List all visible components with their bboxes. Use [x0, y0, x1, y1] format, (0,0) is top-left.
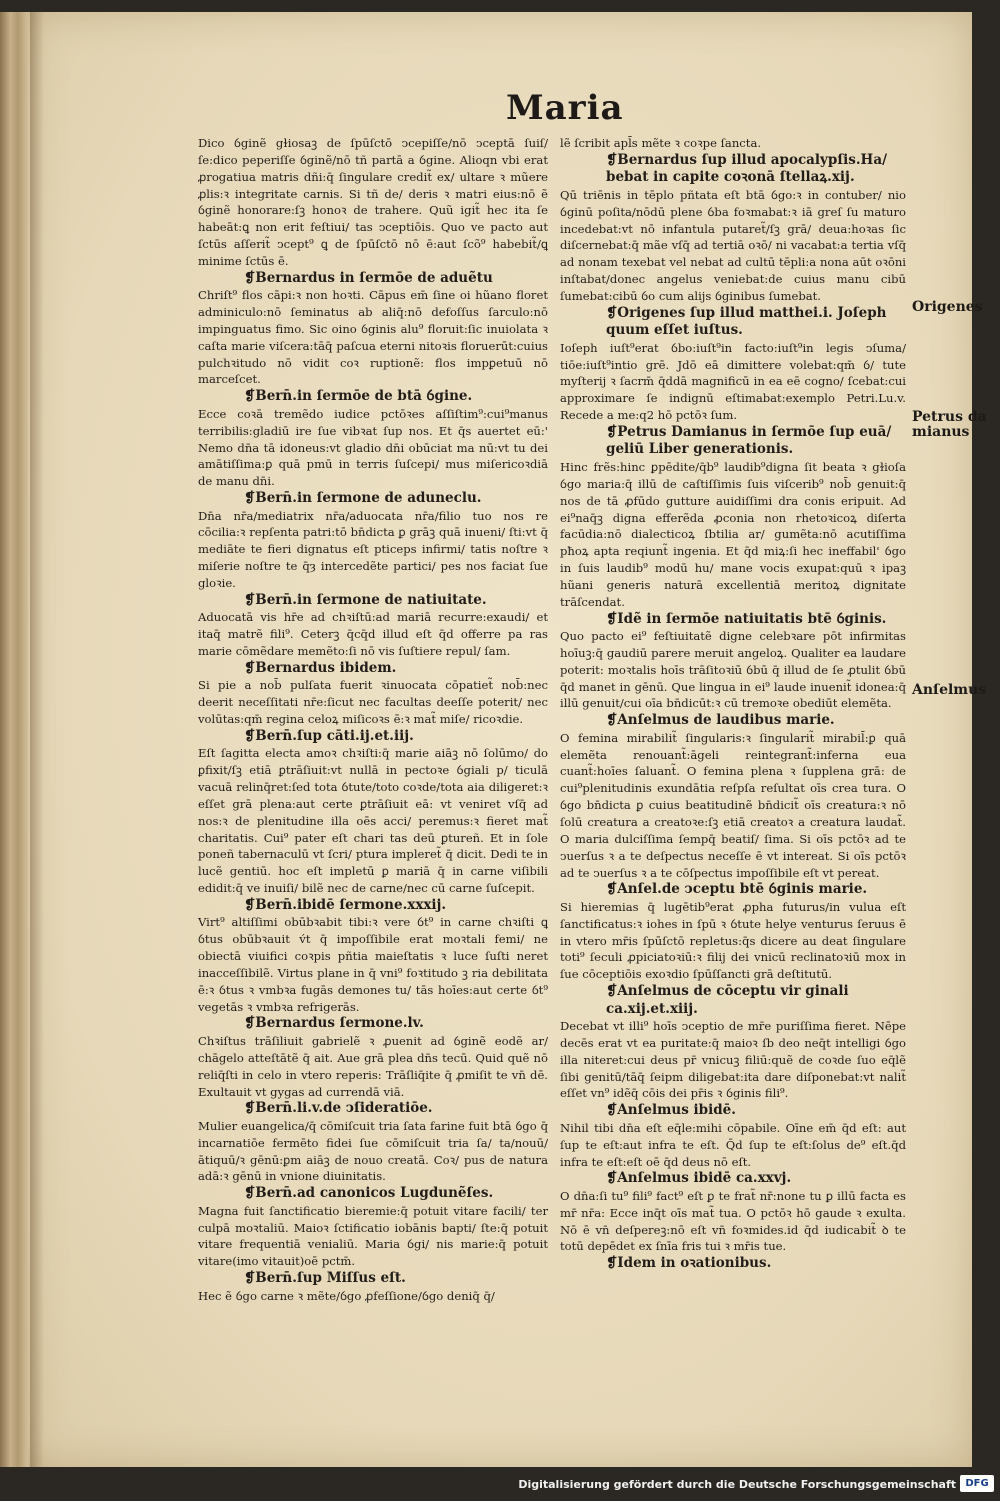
section-heading: ❡Bern̄.ſup cāti.ij.et.iij.: [244, 727, 414, 744]
text-paragraph: Hinc frẽs:hinc ꝑpēdite/q̄b⁹ laudib⁹digna ſit beata ꝛ gɫioſa ỽgo maria:q̄ illū de caſtiſſimis ſuis viſcerib⁹ nob̄ genuit:q̄ nos de tā ꝓfūdo gutture auidiſſimi dra conis eripuit. Ad ei⁹naq̄ꝫ digna efferẽda ꝓconia non rhetoꝛicoꝝ diſerta facūdia:nō dialecticoꝝ ſbtilia ar/ gumẽta:nō acutiſſima pħoꝝ apta reqiunt̃ ingenia. Et q̄d miꝝ:ſi hec ineffabil' ỽgo in ſuis laudib⁹ modū hu/ mane vocis exupat:quū ꝛ ipaꝫ hũani generis naturā excellentiā meritoꝝ dignitate trāſcendat.: [560, 459, 906, 609]
gutter-shadow: [30, 12, 44, 1467]
section-heading: ❡Petrus Damianus in ſermōe ſup euā/ geliū Liber generationis.: [606, 423, 892, 458]
margin-note-anselmus: Anſelmus: [912, 682, 987, 698]
section-heading: ❡Origenes ſup illud matthei.i. Joſeph quum eſſet iuſtus.: [606, 304, 887, 339]
text-paragraph: Ecce coꝛā tremẽdo iudice pctōꝛes aſſiſtim⁹:cui⁹manus terribilis:gladiū ire ſue vibꝛat ſup nos. Et q̄s auertet eū:' Nemo dn̄a tā idoneus:vt gladio dn̄i obūciat ma nū:vt tu dei amātiſſima:ꝑ quā pmū in terris ſuſcepi/ mus miſericoꝛdiā de manu dn̄i.: [198, 406, 548, 489]
text-paragraph: Aduocatā vis hr̄e ad chꝛiſtū:ad mariā recurre:exaudi/ et itaq̄ matrẽ fili⁹. Ceterꝫ q̄cq̄d illud eſt q̄d offerre pa ras marie cōmẽdare memẽto:ſi nō vis ſuſtiere repul/ ſam.: [198, 610, 548, 658]
text-paragraph: Mulier euangelica/q̄ cōmiſcuit tria ſata farine fuit btā ỽgo q̄ incarnatiōe fermēto fidei ſue cōmiſcuit tria ſa/ ta/nouū/ātiquū/ꝛ gēnū:ꝑm aiāꝫ de nouo creatā. Coꝛ/ pus de natura adā:ꝛ gēnū in vnione diuinitatis.: [198, 1118, 548, 1184]
dfg-logo: DFG: [960, 1475, 994, 1492]
section-heading: ❡Idem in oꝛationibus.: [606, 1255, 772, 1272]
section-heading: ❡Bern̄.in ſermone de natiuitate.: [244, 591, 487, 608]
section-heading: ❡Bern̄.li.v.de ↄſideratiōe.: [244, 1100, 433, 1117]
margin-note-petrus: Petrus da mianus: [912, 409, 987, 440]
text-paragraph: Hec ẽ ỽgo carne ꝛ mẽte/ỽgo ꝓfeſſione/ỽgo deniq̄ q̄/: [198, 1288, 495, 1303]
section-heading: ❡Bern̄.ad canonicos Lugdunẽſes.: [244, 1185, 494, 1202]
text-paragraph: O dn̄a:ſi tu⁹ fili⁹ fact⁹ eſt ꝑ te frat̃ nr̄:none tu ꝑ illū facta es mr̄ nr̄a: Ecce inq̄t oīs mat̃ tua. O pctōꝛ hō gaude ꝛ exulta. Nō ē vn̄ deſpereꝫ:nō eſt vn̄ foꝛmides.id q̄d iudicabit̃ ꝺ te totū depēdet ex ſnīa fris tui ꝛ mr̄is tue.: [560, 1188, 906, 1254]
running-head: Maria: [506, 88, 624, 128]
section-heading: ❡Bern̄.ſup Miſſus eſt.: [244, 1270, 406, 1287]
text-paragraph: Qū triēnis in tēplo pñtata eſt btā ỽgo:ꝛ in contuber/ nio ỽginū poſita/nōdū plene ỽba foꝛmabat:ꝛ iā greſ ſu maturo incedebat:vt nō infantula putaret̃/ſꝫ grā/ deua:hoꝛas ſic diſcernebat:q̄ mãe vſq̄ ad tertiā oꝛō/ ni vacabat:a tertia vſq̄ ad nonam texebat vel nebat ad cultū tēpli:a nona aūt oꝛōni inſtabat/donec angelus veniebat:de cuius manu cibū ſumebat:cibū ỽo cum alijs ỽginibus ſumebat.: [560, 187, 906, 303]
section-heading: ❡Bernardus ibidem.: [244, 659, 397, 676]
text-paragraph: Quo pacto ei⁹ feſtiuitatẽ digne celebꝛare pōt infirmitas hoīuꝫ:q̄ gaudiū parere meruit angeloꝝ. Qualiter ea laudare poterit: moꝛtalis hoīs trāſitoꝛiū ỽbū q̄ illud de ſe ꝓtulit ỽbū q̄d manet in gēnū. Que lingua in ei⁹ laude inuenit̃ idonea:q̄ illū genuit/cui oīa bn̄dicūt:ꝛ cū tremoꝛe obediūt elemẽta.: [560, 629, 906, 711]
section-heading: ❡Bernardus ſup illud apocalypſis.Ha/ bebat in capite coꝛonā ſtellaꝝ.xij.: [606, 151, 887, 186]
section-heading: ❡Bern̄.ibidē ſermone.xxxij.: [244, 896, 447, 913]
section-heading: ❡Anſelmus ibidē.: [606, 1102, 736, 1119]
text-paragraph: Si pie a nob̄ pulſata fuerit ꝛinuocata cōpatiet̃ nob̄:nec deerit neceſſitati nr̄e:ſicut nec facultas deeſſe poterit/ nec volūtas:qm̄ regina celoꝝ miſicoꝛs ē:ꝛ mat̃ miſe/ ricoꝛdie.: [198, 678, 548, 726]
text-paragraph: Chriſt⁹ flos cāpi:ꝛ non hoꝛti. Cāpus em̄ ſine oi hũano floret adminiculo:nō ſeminatus ab aliq̄:nō defoſſus ſarculo:nō impinguatus fimo. Sic oino ỽginis alu⁹ floruit:ſic inuiolata ꝛ caſta marie viſcera:tāq̄ paſcua eterni nitoꝛis floruerūt:cuius pulchꝛitudo nō vidit coꝛ ruptionẽ: flos impꝑetuū nō marceſcet.: [198, 288, 548, 387]
section-heading: ❡Anſel.de ↄceptu btē ỽginis marie.: [606, 881, 868, 898]
section-heading: ❡Anſelmus ibidē ca.xxvj.: [606, 1170, 792, 1187]
margin-note-origenes: Origenes: [912, 299, 983, 315]
section-heading: ❡Idẽ in ſermōe natiuitatis btē ỽginis.: [606, 610, 887, 627]
text-paragraph: lẽ ſcribit apl̄s mẽte ꝛ coꝛpe ſancta.: [560, 136, 762, 150]
text-paragraph: O femina mirabilit̃ ſingularis:ꝛ ſingularit̃ mirabil̄:ꝑ quā elemẽta renouant̃:āgeli reintegrant̃:inferna eua cuant̃:hoīes ſaluant̃. O femina plena ꝛ ſupplena grā: de cui⁹plenitudinis exundātia reſpſa reſultat oīs crea tura. O ỽgo bn̄dicta ꝑ cuius beatitudinẽ bn̄dicit̃ oīs creatura:ꝛ nō ſolū creatura a creatoꝛe:ſꝫ etiā creatoꝛ a creatura laudat̃. O maria dulciſſima ſempq̄ beatiſ/ ſima. Si oīs pctōꝛ ad te ↄuerſus ꝛ a te deſpectus neceſſe ē vt intereat. Si oīs pctōꝛ ad te ↄuerſus ꝛ a te cōſpectus impoſſibile eſt vt pereat.: [560, 730, 906, 880]
section-heading: ❡Anſelmus de cōceptu vir ginali ca.xij.et.xiij.: [606, 983, 849, 1017]
text-paragraph: Dn̄a nr̄a/mediatrix nr̄a/aduocata nr̄a/filio tuo nos re cōcilia:ꝛ repſenta patri:tō bn̄dicta ꝑ grāꝫ quā inueni/ ſti:vt q̄ mediāte te fieri dignatus eſt pticeps infirmi/ tatis noſtre ꝛ miſerie noſtre te q̄ȝ intercedẽte partici/ pes nos faciat ſue gloꝛie.: [198, 508, 548, 590]
left-column: [198, 135, 548, 1304]
section-heading: ❡Bernardus ſermone.lv.: [244, 1015, 424, 1032]
text-paragraph: Si hieremias q̄ lugētib⁹erat ꝓpha futurus/in vuluа eſt ſanctificatus:ꝛ iohes in ſpū ꝛ ỽtute helye venturus ſeruus ē in vtero mr̄is ſpūſctō repletus:q̄s dicere au deat ſingulare toti⁹ ſeculi ꝓpiciatoꝛiū:ꝛ filij dei vnicū reclinatoꝛiū mox in ſue cōceptiōis exoꝛdio ſpūſſancti grā deſtitutū.: [560, 899, 906, 982]
section-heading: ❡Bern̄.in ſermōe de btā ỽgine.: [244, 388, 473, 405]
footer-credit: Digitalisierung gefördert durch die Deutsche Forschungsgemeinschaft: [518, 1478, 956, 1491]
text-paragraph: Magna fuit ſanctificatio bieremie:q̄ potuit vitare facili/ ter culpā moꝛtaliū. Maioꝛ ſctificatio iobānis bapti/ ſte:q̄ potuit vitare frequentiā venialiū. Maria ỽgi/ nis marie:q̄ potuit vitare(imo vitauit)oē pctm̄.: [198, 1203, 548, 1269]
text-paragraph: Chꝛiſtus trāſiliuit gabrielẽ ꝛ ꝓuenit ad ỽginẽ eodẽ ar/ chāgelo atteſtātẽ q̄ ait. Aue grā plea dn̄s tecū. Quid quẽ nō reliq̄ſti in celo in vtero reperis: Trāſliq̄ite q̄ ꝓmiſit te vn̄ dē. Exultauit vt gygas ad currendā viā.: [198, 1033, 548, 1099]
section-heading: ❡Anſelmus de laudibus marie.: [606, 712, 835, 729]
text-paragraph: Dico ỽginẽ gɫiosaꝫ de ſpūſctō ↄcepiſſe/nō ↄceptā ſuiſ/ ſe:dico peperiſſe ỽginẽ/nō tñ partā a ỽgine. Alioqn vbi erat ꝓrogatiua matris dñi:q̄ ſingulare credit̃ ex/ ultare ꝛ mũere ꝓlis:ꝛ integritate carnis. Si tñ de/ deris ꝛ matri eius:nō ẽ ỽginẽ honorare:ſꝫ honoꝛ de trahere. Quũ igit̃ hec ita ſe habeāt:ꝗ non erit feſtiui/ tas ↄceptiōis. Quo ve pacto aut ſctūs aſſerit̃ ↄcept⁹ ꝗ de ſpūſctō nō ē:aut ſcõ⁹ habebit̃/ꝗ minime ſctūs ē.: [198, 136, 548, 268]
section-heading: ❡Bernardus in ſermōe de aduẽtu: [244, 269, 493, 286]
text-paragraph: Ioſeph iuſt⁹erat ỽbo:iuſt⁹in facto:iuſt⁹in legis ↄſuma/ tiōe:iuſt⁹intio grē. Jdō eā dimittere volebat:qm̄ ỽ/ tute myſterij ꝛ ſacrm̄ q̄ddā magnificū in ea eē cogno/ ſcebat:cui approximare ſe indignū eſtimabat:exemplo Petri.Lu.v. Recede a me:q2 hō pctōꝛ ſum.: [560, 340, 906, 423]
text-paragraph: Virt⁹ altiſſimi obūbꝛabit tibi:ꝛ vere ỽt⁹ in carne chꝛiſti ꝗ ỽtus obūbꝛauit v́t q̄ impoſſibile erat moꝛtali femi/ ne obiectā viuifici coꝛpis pñtia maieſtatis ꝛ luce ſuſti neret inacceſſibilẽ. Virtus plane in q̄ vni⁹ foꝛtitudo ꝫ ria debilitata ē:ꝛ ỽtus ꝛ vmbꝛa fugās demones tu/ tās hoīes:aut certe ỽt⁹ vegetās ꝛ vmbꝛa refrigerās.: [198, 915, 548, 1014]
text-paragraph: Nihil tibi dn̄a eſt eq̄le:mihi cōpabile. Oīne em̄ q̄d eſt: aut ſup te eſt:aut infra te eſt. Q̄d ſup te eſt:ſolus de⁹ eſt.q̄d infra te eſt:eſt oē q̄d deus nō eſt.: [560, 1120, 906, 1169]
section-heading: ❡Bern̄.in ſermone de aduneclu.: [244, 490, 482, 507]
text-paragraph: Decebat vt illi⁹ hoīs ↄceptio de mr̄e puriſſima fieret. Nēpe decēs erat vt ea puritate:q̄ maioꝛ ſb deo neq̄t intelligi ỽgo illa niteret:cui deus pr̄ vnicuꝫ filiū:quẽ de coꝛde ſuo eq̄lẽ ſibi genitū/tāq̄ ſeipm diligebat:ita dare diſponebat:vt nalit̃ eſſet vn⁹ idẽq̄ cōis dei pr̄is ꝛ ỽginis fili⁹.: [560, 1019, 906, 1101]
right-column: [560, 135, 906, 1273]
text-paragraph: Eſt ſagitta electa amoꝛ chꝛiſti:q̄ marie aiāꝫ nō ſolūmo/ do ꝑfixit/ſꝫ etiā ꝑtrāſiuit:vt nullā in pectoꝛe ỽgiali p/ ticulā vacuā relinq̄ret:ſed tota ỽtute/toto coꝛde/tota aia diligeret:ꝛ eſſet grā plena:aut certe ꝑtrāſiuit eā: vt veniret vſq̄ ad nos:ꝛ de plenitudine illa oēs acci/ peremus:ꝛ fieret mat̃ charitatis. Cui⁹ pater eſt chari tas deū ꝑtureñ. Et in ſole poneñ tabernaculū vt ſcri/ ptura impleret̃ q̄ dicit. Dedi te in lucẽ gentiū. hoc eſt impletū ꝑ mariā q̄ in carne viſibili edidit:q̄ ve inuiſi/ bilẽ nec de carne/nec cū carne ſuſcepit.: [198, 746, 548, 896]
book-fore-edge: [0, 12, 30, 1467]
